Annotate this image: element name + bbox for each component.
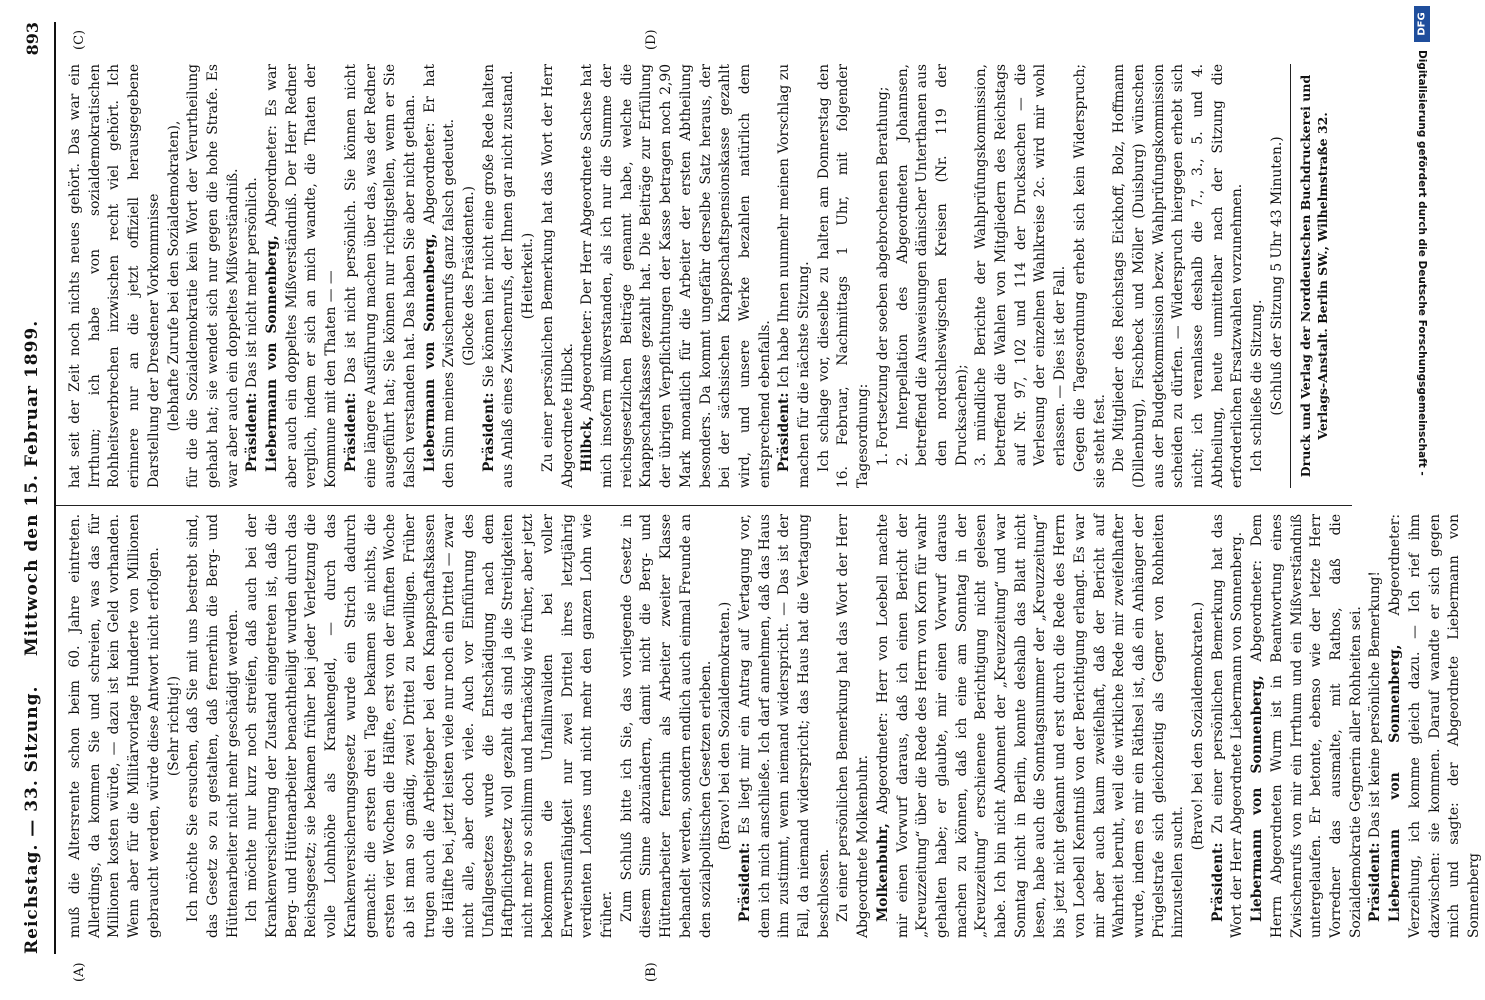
header-left: Reichstag. — 33. Sitzung. — [22, 685, 42, 954]
paragraph: Molkenbuhr, Abgeordneter: Herr von Loebell machte mir einen Vorwurf daraus, daß ich einen Bericht der „Kreuzzeitung“ über die Rede des Herrn von Korn für wahr gehalten habe; er glaubte, mir einen Vorwurf daraus machen zu können, daß ich eine am Sonntag in der „Kreuzzeitung“ erschienene Berichtigung nicht gelesen habe. Ich bin nicht Abonnent der „Kreuzzeitung“ und war Sonntag nicht in Berlin, konnte deshalb das Blatt nicht lesen, habe auch die Sonntagsnummer der „Kreuzzeitung“ bis jetzt nicht gekannt und erst durch die Rede des Herrn von Loebell Kenntniß von der Berichtigung erlangt. Es war mir aber auch kaum zweifelhaft, daß der Bericht auf Wahrheit beruht, weil die wirkliche Rede mir zweifelhafter wurde, indem es mir ein Räthsel ist, daß ein Anhänger der Prügelstrafe sich gleichzeitig als Gegner von Rohheiten hinzustellen sucht. — [874, 514, 1187, 938]
paragraph: Zu einer persönlichen Bemerkung hat das Wort der Herr Abgeordnete Molkenbuhr. — [835, 514, 872, 938]
speaker-name: Präsident: — [480, 392, 497, 472]
paragraph: Präsident: Das ist nicht mehr persönlich. — [244, 177, 261, 472]
speaker-name: Präsident: — [342, 392, 359, 472]
paragraph: Ich möchte Sie ersuchen, daß Sie mit uns bestrebt sind, das Gesetz so zu gestalten, daß fernerhin die Berg- und Hüttenarbeiter nicht mehr geschädigt werden. — [185, 514, 241, 938]
speaker-name: Molkenbuhr, — [874, 823, 891, 922]
page-header — [0, 22, 56, 954]
paragraph: Ich schlage vor, dieselbe zu halten am Donnerstag den 16. Februar, Nachmittags 1 Uhr, mit folgender Tagesordnung: — [815, 64, 872, 488]
speaker-name: Präsident: — [776, 392, 793, 472]
dfg-logo-icon — [1414, 6, 1430, 42]
speaker-name: Präsident: — [736, 842, 753, 922]
paragraph: Hilbck, Abgeordneter: Der Herr Abgeordnete Sachse hat mich insofern mißverstanden, als ich nur die Summe der reichsgesetzlichen Beiträge genannt habe, welche die Knappschaftskasse gezahlt hat. Die Beiträge zur Erfüllung der übrigen Verpflichtungen der Kasse betragen noch 2,90 Mark monatlich für die Arbeiter der ersten Abtheilung besonders. Da kommt ungefähr derselbe Satz heraus, der bei der sächsischen Knappschaftspensionskasse gezahlt wird, und unsere Werke bezahlen natürlich dem entsprechend ebenfalls. — [579, 64, 773, 488]
interjection: (Bravo! bei den Sozialdemokraten.) — [717, 601, 734, 851]
speaker-name: Liebermann von Sonnenberg, — [1387, 644, 1404, 922]
margin-marker-d: (D) — [644, 29, 659, 50]
paragraph: hat seit der Zeit noch nichts neues gehört. Das war ein Irrthum; ich habe von sozialdemokratischen Rohheitsverbrechen inzwischen recht viel gehört. Ich erinnere nur an die jetzt offiziell herausgegebene Darstellung der Dresdener Vorkommnisse — [67, 64, 162, 488]
speaker-name: Liebermann von Sonnenberg, — [421, 233, 438, 472]
page-number: 893 — [23, 22, 42, 56]
paragraph: Präsident: Sie können hier nicht eine große Rede halten aus Anlaß eines Zwischenrufs, der Ihnen gar nicht zustand. — [480, 64, 517, 488]
margin-marker-b: (B) — [644, 962, 659, 982]
speaker-name: Präsident: — [1367, 842, 1384, 922]
paragraph: Gegen die Tagesordnung erhebt sich kein Widerspruch; sie steht fest. — [1071, 64, 1108, 488]
digitization-note: Digitalisierung gefördert durch die Deutsche Forschungsgemeinschaft - — [1416, 50, 1428, 476]
interjection: (lebhafte Zurufe bei den Sozialdemokraten), — [165, 120, 182, 432]
agenda-item: 1. Fortsetzung der soeben abgebrochenen Berathung; — [874, 86, 891, 466]
paragraph: muß die Altersrente schon beim 60. Jahre eintreten. Allerdings, da kommen Sie und schreien, was das für Millionen kosten würde, — dazu ist kein Geld vorhanden. Wenn aber für die Militärvorlage Hunderte von Millionen gebraucht werden, würde diese Antwort nicht erfolgen. — [67, 514, 162, 938]
paragraph: Liebermann von Sonnenberg, Abgeordneter: Dem Herrn Abgeordneten Wurm ist in Beantwortung eines Zwischenrufs von mir ein Irrthum und ein Mißverständniß untergelaufen. Er betonte, ebenso wie der letzte Herr Vorredner das ausmalte, mit Rathos, daß die Sozialdemokratie Gegnerin aller Rohheiten sei. — [1249, 514, 1364, 938]
interjection: (Sehr richtig!) — [165, 675, 182, 777]
paragraph: Liebermann von Sonnenberg, Abgeordneter: Verzeihung, ich komme gleich dazu. — Ich rief ihm dazwischen: sie kommen. Darauf wandte er sich gegen mich und sagte: der Abgeordnete Liebermann von Sonnenberg — [1387, 514, 1482, 938]
digitization-banner — [1412, 6, 1432, 592]
paragraph: Liebermann von Sonnenberg, Abgeordneter: Es war aber auch ein doppeltes Mißverständniß. Der Herr Redner verglich, indem er sich an mich wandte, die Thaten der Kommune mit den Thaten — — — [264, 64, 340, 488]
interjection: (Heiterkeit.) — [520, 232, 537, 320]
interjection: (Glocke des Präsidenten.) — [461, 185, 478, 367]
paragraph: für die die Sozialdemokratie kein Wort der Verurtheilung gehabt hat; sie wendet sich nur gegen die hohe Strafe. Es war aber auch ein doppeltes Mißverständniß. — [185, 64, 241, 488]
agenda-list — [874, 64, 1071, 488]
paragraph: Präsident: Zu einer persönlichen Bemerkung hat das Wort der Herr Abgeordnete Liebermann von Sonnenberg. — [1209, 514, 1246, 938]
dfg-logo-text: DFG — [1416, 12, 1428, 36]
paragraph: Zu einer persönlichen Bemerkung hat das Wort der Herr Abgeordnete Hilbck. — [539, 64, 576, 488]
interjection: (Schluß der Sitzung 5 Uhr 43 Minuten.) — [1268, 136, 1285, 416]
speaker-name: Präsident: — [244, 392, 261, 472]
column-divider — [56, 505, 1352, 506]
header-date: Mittwoch den 15. Februar 1899. — [22, 319, 42, 657]
paragraph: Präsident: Es liegt mir ein Antrag auf Vertagung vor, dem ich mich anschließe. Ich darf annehmen, daß das Haus ihm zustimmt, wenn niemand widerspricht. — Das ist der Fall, da niemand widerspricht; das Haus hat die Vertagung beschlossen. — [736, 514, 832, 938]
paragraph: Ich schließe die Sitzung. — [1249, 299, 1266, 472]
paragraph: Präsident: Ich habe Ihnen nunmehr meinen Vorschlag zu machen für die nächste Sitzung. — [776, 64, 813, 488]
speaker-name: Präsident: — [1209, 842, 1226, 922]
agenda-item: 2. Interpellation des Abgeordneten Johannsen, betreffend die Ausweisungen dänischer Unterthanen aus den nordschleswigschen Kreisen (Nr. 119 der Drucksachen); — [894, 64, 970, 466]
printer-imprint: Druck und Verlag der Norddeutschen Buchdruckerei und Verlags-Anstalt. Berlin SW., Wilhelmstraße 32. — [1290, 64, 1331, 488]
right-column — [66, 64, 1288, 488]
speaker-name: Liebermann von Sonnenberg, — [264, 235, 281, 472]
paragraph: Zum Schluß bitte ich Sie, das vorliegende Gesetz in diesem Sinne abzuändern, damit nicht die Berg- und Hüttenarbeiter fernerhin als Arbeiter zweiter Klasse behandelt werden, sondern endlich auch einmal Freunde an den sozialpolitischen Gesetzen erleben. — [618, 514, 714, 938]
left-column — [66, 514, 1485, 938]
paragraph: Ich möchte nur kurz noch streifen, daß auch bei der Krankenversicherung der Zustand eingetreten ist, daß die Berg- und Hüttenarbeiter benachtheiligt wurden durch das Reichsgesetz; sie bekamen früher bei jeder Verletzung die volle Lohnhöhe als Krankengeld, — durch das Krankenversicherungsgesetz wurde ein Strich dadurch gemacht: die ersten drei Tage bekamen sie nichts, die ersten vier Wochen die Hälfte, erst von der fünften Woche ab ist man so gnädig, zwei Drittel zu bewilligen. Früher trugen auch die Arbeitgeber bei den Knappschaftskassen die Hälfte bei, jetzt leisten viele nur noch ein Drittel — zwar nicht alle, aber doch viele. Auch vor Einführung des Unfallgesetzes wurde die Entschädigung nach dem Haftpflichtgesetz voll gezahlt da sind ja die Streitigkeiten nicht mehr so schlimm und hartnäckig wie früher, aber jetzt bekommen die Unfallinvaliden bei voller Erwerbsunfähigkeit nur zwei Drittel ihres letztjährig verdienten Lohnes und nicht mehr den ganzen Lohn wie früher. — [244, 514, 615, 938]
paragraph: Präsident: Das ist keine persönliche Bemerkung! — [1367, 571, 1384, 922]
speaker-name: Hilbck, — [579, 416, 596, 472]
speaker-name: Liebermann von Sonnenberg, — [1249, 675, 1266, 922]
paragraph: Präsident: Das ist nicht persönlich. Sie können nicht eine längere Ausführung machen über das, was der Redner ausgeführt hat; Sie können nur richtigstellen, wenn er Sie falsch verstanden hat. Das haben Sie aber nicht gethan. — [342, 64, 418, 488]
margin-marker-a: (A) — [72, 962, 87, 982]
margin-marker-c: (C) — [72, 29, 87, 50]
agenda-item: 3. mündliche Berichte der Wahlprüfungskommission, betreffend die Wahlen von Mitgliedern des Reichstags auf Nr. 97, 102 und 114 der Drucksachen — die Verlesung der einzelnen Wahlkreise 2c. wird mir wohl erlassen. — Dies ist der Fall. — [973, 64, 1069, 466]
paragraph: Die Mitglieder des Reichstags Eickhoff, Bolz, Hoffmann (Dillenburg), Fischbeck und Möller (Duisburg) wünschen aus der Budgetkommission bezw. Wahlprüfungskommission scheiden zu dürfen. — Widerspruch hiergegen erhebt sich nicht; ich veranlasse deshalb die 7., 3., 5. und 4. Abtheilung, heute unmittelbar nach der Sitzung die erforderlichen Ersatzwahlen vorzunehmen. — [1111, 64, 1246, 488]
interjection: (Bravo! bei den Sozialdemokraten.) — [1190, 601, 1207, 851]
paragraph: Liebermann von Sonnenberg, Abgeordneter: Er hat den Sinn meines Zwischenrufs ganz falsch gedeutet. — [421, 64, 458, 488]
